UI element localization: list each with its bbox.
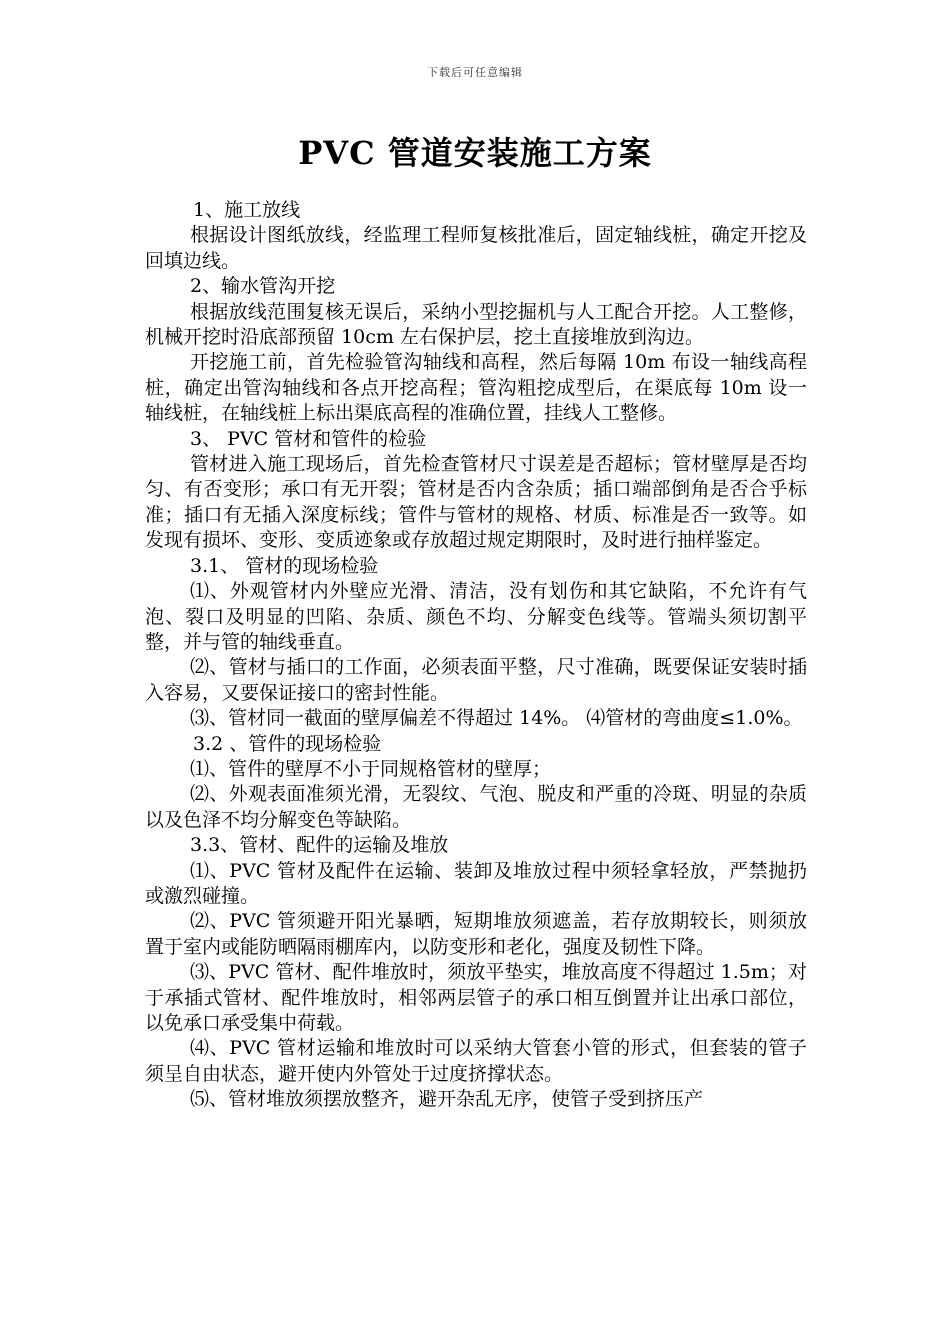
list-item: ⑶、PVC 管材、配件堆放时，须放平垫实，堆放高度不得超过 1.5m；对于承插式管材、配件堆放时，相邻两层管子的承口相互倒置并让出承口部位，以免承口承受集中荷载。: [145, 961, 807, 1034]
document-body: [145, 198, 807, 1113]
list-item: ⑷、PVC 管材运输和堆放时可以采纳大管套小管的形式，但套装的管子须呈自由状态，避开使内外管处于过度挤撑状态。: [145, 1037, 807, 1085]
list-item: ⑶、管材同一截面的壁厚偏差不得超过 14%。 ⑷管材的弯曲度≤1.0%。: [190, 707, 803, 730]
header-note: 下载后可任意编辑: [427, 66, 523, 79]
paragraph: 根据放线范围复核无误后，采纳小型挖掘机与人工配合开挖。人工整修，机械开挖时沿底部预留 10cm 左右保护层，挖土直接堆放到沟边。: [145, 300, 807, 349]
paragraph: 根据设计图纸放线，经监理工程师复核批准后，固定轴线桩，确定开挖及回填边线。: [145, 224, 807, 272]
list-item: ⑸、管材堆放须摆放整齐，避开杂乱无序，使管子受到挤压产: [190, 1088, 704, 1111]
subsection-heading: 3.2 、管件的现场检验: [193, 732, 382, 755]
list-item: ⑴、外观管材内外壁应光滑、清洁，没有划伤和其它缺陷，不允许有气泡、裂口及明显的凹陷、杂质、颜色不均、分解变色线等。管端头须切割平整，并与管的轴线垂直。: [145, 580, 807, 653]
list-item: ⑵、外观表面准须光滑，无裂纹、气泡、脱皮和严重的冷斑、明显的杂质以及色泽不均分解变色等缺陷。: [145, 783, 807, 831]
paragraph: 管材进入施工现场后，首先检查管材尺寸误差是否超标；管材壁厚是否均匀、有否变形；承口有无开裂；管材是否内含杂质；插口端部倒角是否合乎标准；插口有无插入深度标线；管件与管材的规格、材质、标准是否一致等。如发现有损坏、变形、变质迹象或存放超过规定期限时，及时进行抽样鉴定。: [145, 453, 807, 552]
paragraph: 开挖施工前，首先检验管沟轴线和高程，然后每隔 10m 布设一轴线高程桩，确定出管沟轴线和各点开挖高程；管沟粗挖成型后，在渠底每 10m 设一轴线桩，在轴线桩上标出渠底高程的准确位置，挂线人工整修。: [145, 351, 807, 425]
list-item: ⑴、管件的壁厚不小于同规格管材的壁厚；: [190, 757, 552, 780]
section-heading: 1、施工放线: [193, 199, 301, 221]
subsection-heading: 3.3、管材、配件的运输及堆放: [190, 834, 449, 857]
section-heading: 3、 PVC 管材和管件的检验: [190, 427, 427, 450]
subsection-heading: 3.1、 管材的现场检验: [190, 554, 379, 577]
section-heading: 2、输水管沟开挖: [190, 275, 336, 298]
document-title: PVC 管道安装施工方案: [298, 134, 652, 172]
list-item: ⑴、PVC 管材及配件在运输、装卸及堆放过程中须轻拿轻放，严禁抛扔或激烈碰撞。: [145, 859, 807, 907]
list-item: ⑵、PVC 管须避开阳光暴晒，短期堆放须遮盖，若存放期较长，则须放置于室内或能防晒隔雨棚库内，以防变形和老化，强度及韧性下降。: [145, 910, 807, 958]
list-item: ⑵、管材与插口的工作面，必须表面平整，尺寸准确，既要保证安装时插入容易，又要保证接口的密封性能。: [145, 656, 807, 704]
